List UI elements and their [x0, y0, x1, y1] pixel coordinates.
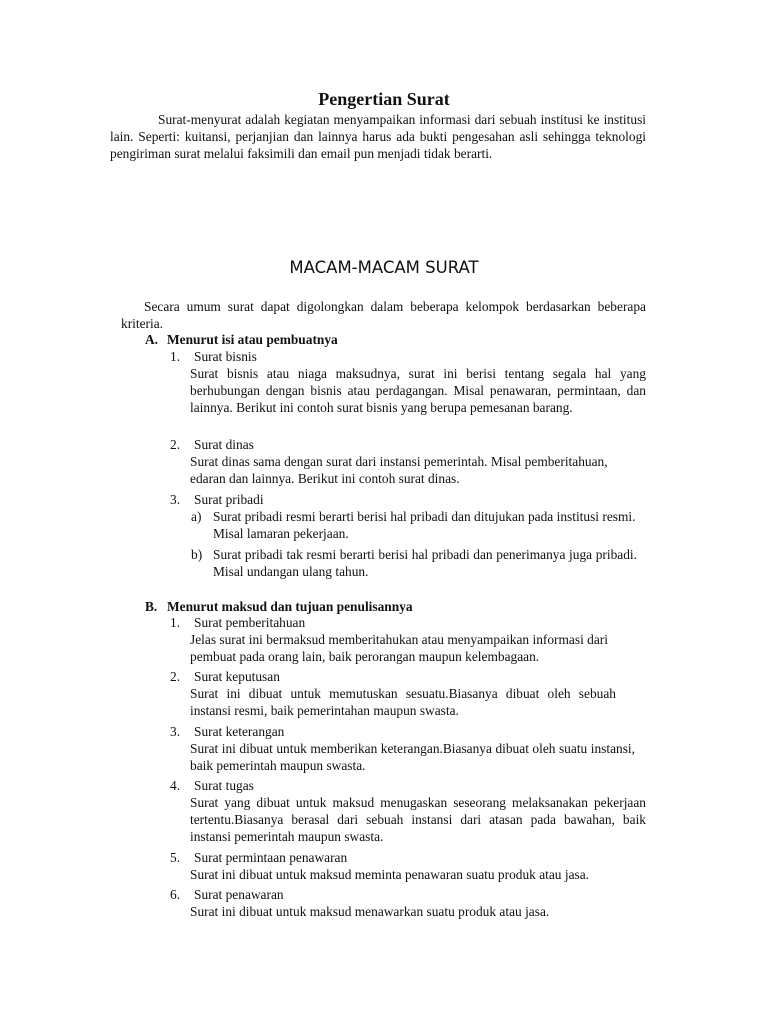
- item-name: Surat penawaran: [194, 887, 284, 902]
- item-number: 2.: [170, 437, 181, 452]
- item-number: 4.: [170, 778, 181, 793]
- item-number: 6.: [170, 887, 181, 902]
- section-heading: MACAM-MACAM SURAT: [289, 258, 479, 277]
- item-name: Surat permintaan penawaran: [194, 850, 348, 865]
- item-number: 2.: [170, 669, 181, 684]
- sub-item-pribadi-resmi: [191, 508, 637, 542]
- section-b-heading: [145, 598, 413, 615]
- page-title: Pengertian Surat: [318, 89, 450, 109]
- item-description: Surat ini dibuat untuk memberikan keterangan.Biasanya dibuat oleh suatu instansi, baik pemerintah maupun swasta.: [190, 741, 635, 773]
- list-item-surat-dinas: [170, 436, 650, 488]
- item-description: Surat ini dibuat untuk memutuskan sesuatu.Biasanya dibuat oleh sebuah instansi resmi, baik pemerintahan maupun swasta.: [190, 686, 616, 718]
- item-number: 1.: [170, 615, 181, 630]
- sub-item-text: Surat pribadi tak resmi berarti berisi hal pribadi dan penerimanya juga pribadi. Misal undangan ulang tahun.: [213, 547, 637, 579]
- item-number: 3.: [170, 724, 181, 739]
- lead-paragraph: Secara umum surat dapat digolongkan dalam beberapa kelompok berdasarkan beberapa kriteria.: [121, 299, 646, 331]
- item-name: Surat bisnis: [194, 349, 257, 364]
- item-description: Surat bisnis atau niaga maksudnya, surat ini berisi tentang segala hal yang berhubungan dengan bisnis atau perdagangan. Misal penawaran, permintaan, dan lainnya. Berikut ini contoh surat bisnis yang berupa pemesanan barang.: [190, 366, 646, 415]
- list-item-surat-penawaran: [170, 886, 650, 920]
- list-item-surat-permintaan-penawaran: [170, 849, 660, 883]
- item-name: Surat keputusan: [194, 669, 280, 684]
- section-a-heading: [145, 331, 338, 348]
- sub-item-letter: a): [191, 509, 202, 524]
- item-number: 1.: [170, 349, 181, 364]
- item-description: Surat dinas sama dengan surat dari instansi pemerintah. Misal pemberitahuan, edaran dan lainnya. Berikut ini contoh surat dinas.: [190, 454, 608, 486]
- list-item-surat-keterangan: [170, 723, 650, 775]
- item-description: Surat yang dibuat untuk maksud menugaskan seseorang melaksanakan pekerjaan tertentu.Biasanya berasal dari sebuah instansi dari atasan pada bawahan, baik instansi pemerintah maupun swasta.: [190, 795, 646, 844]
- item-name: Surat pribadi: [194, 492, 264, 507]
- intro-paragraph: Surat-menyurat adalah kegiatan menyampaikan informasi dari sebuah institusi ke institusi lain. Seperti: kuitansi, perjanjian dan lainnya harus ada bukti pengesahan asli sehingga teknologi pengiriman surat melalui faksimili dan email pun menjadi tidak berarti.: [110, 112, 646, 161]
- section-letter: B.: [145, 599, 158, 614]
- list-item-surat-tugas: [170, 777, 650, 846]
- list-item-surat-bisnis: [170, 348, 650, 434]
- list-item-surat-pemberitahuan: [170, 614, 650, 666]
- section-title: Menurut maksud dan tujuan penulisannya: [167, 599, 413, 614]
- item-name: Surat pemberitahuan: [194, 615, 306, 630]
- item-description: Surat ini dibuat untuk maksud menawarkan suatu produk atau jasa.: [190, 904, 550, 919]
- item-number: 5.: [170, 850, 181, 865]
- sub-item-letter: b): [191, 547, 203, 562]
- list-item-surat-keputusan: [170, 668, 650, 720]
- sub-item-text: Surat pribadi resmi berarti berisi hal pribadi dan ditujukan pada institusi resmi. Misal lamaran pekerjaan.: [213, 509, 636, 541]
- sub-item-pribadi-tak-resmi: [191, 546, 637, 580]
- list-item-surat-pribadi: [170, 491, 650, 508]
- item-name: Surat tugas: [194, 778, 254, 793]
- item-name: Surat dinas: [194, 437, 254, 452]
- item-number: 3.: [170, 492, 181, 507]
- section-letter: A.: [145, 332, 159, 347]
- section-title: Menurut isi atau pembuatnya: [167, 332, 338, 347]
- item-name: Surat keterangan: [194, 724, 285, 739]
- item-description: Surat ini dibuat untuk maksud meminta penawaran suatu produk atau jasa.: [190, 867, 590, 882]
- item-description: Jelas surat ini bermaksud memberitahukan atau menyampaikan informasi dari pembuat pada orang lain, baik perorangan maupun kelembagaan.: [190, 632, 608, 664]
